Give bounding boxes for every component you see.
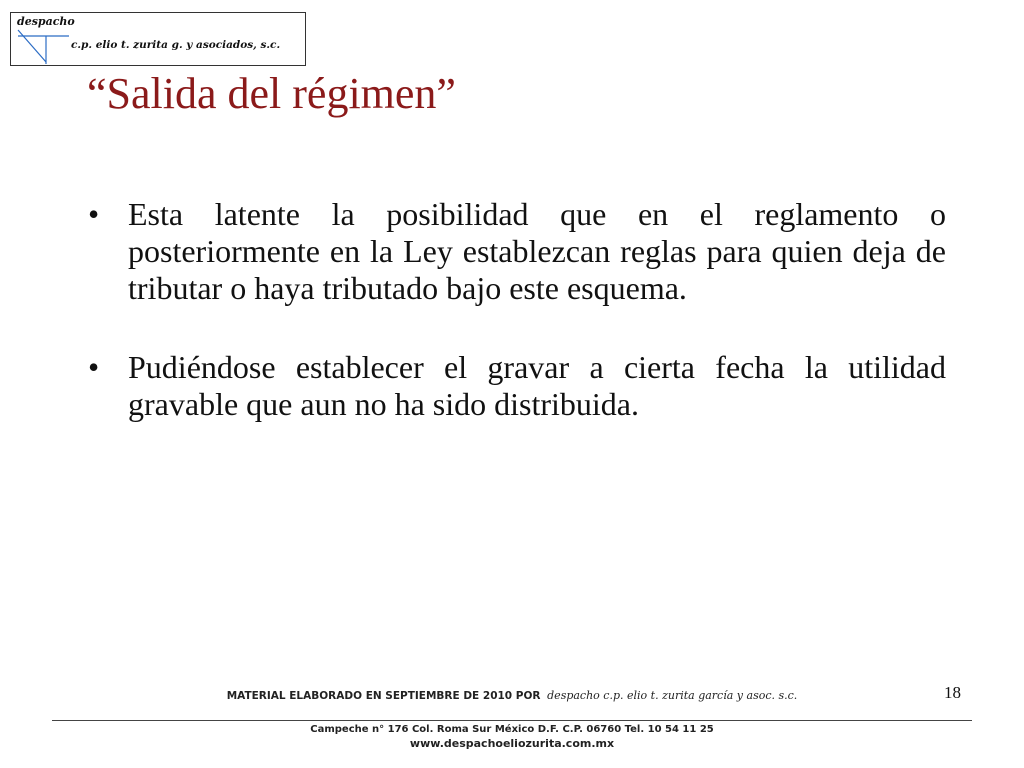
slide-title: “Salida del régimen”: [87, 69, 456, 118]
firm-logo: [10, 12, 306, 66]
bullet-text: Pudiéndose establecer el gravar a cierta fecha la utilidad gravable que aun no ha sido distribuida.: [128, 349, 946, 422]
page-number: 18: [944, 683, 961, 702]
bullet-marker: •: [88, 196, 100, 232]
bullet-item: [86, 349, 946, 423]
bullet-list: [86, 196, 946, 465]
bullet-text: Esta latente la posibilidad que en el reglamento o posteriormente en la Ley establezcan reglas para quien deja de tributar o haya tributado bajo este esquema.: [128, 196, 946, 306]
footer-address: Campeche n° 176 Col. Roma Sur México D.F. C.P. 06760 Tel. 10 54 11 25: [310, 724, 714, 735]
bullet-marker: •: [88, 349, 100, 385]
despacho-logo-mark-icon: [15, 27, 71, 65]
bullet-item: [86, 196, 946, 307]
logo-wordmark: despacho: [17, 15, 75, 28]
footer-material-line: [0, 689, 1024, 702]
logo-firm-name: c.p. elio t. zurita g. y asociados, s.c.: [71, 39, 281, 51]
footer-firm-name: despacho c.p. elio t. zurita garcía y asoc. s.c.: [547, 689, 798, 702]
footer-divider: [52, 720, 972, 721]
footer-material-text: MATERIAL ELABORADO EN SEPTIEMBRE DE 2010 POR: [226, 690, 541, 702]
footer-website: www.despachoeliozurita.com.mx: [409, 737, 615, 750]
